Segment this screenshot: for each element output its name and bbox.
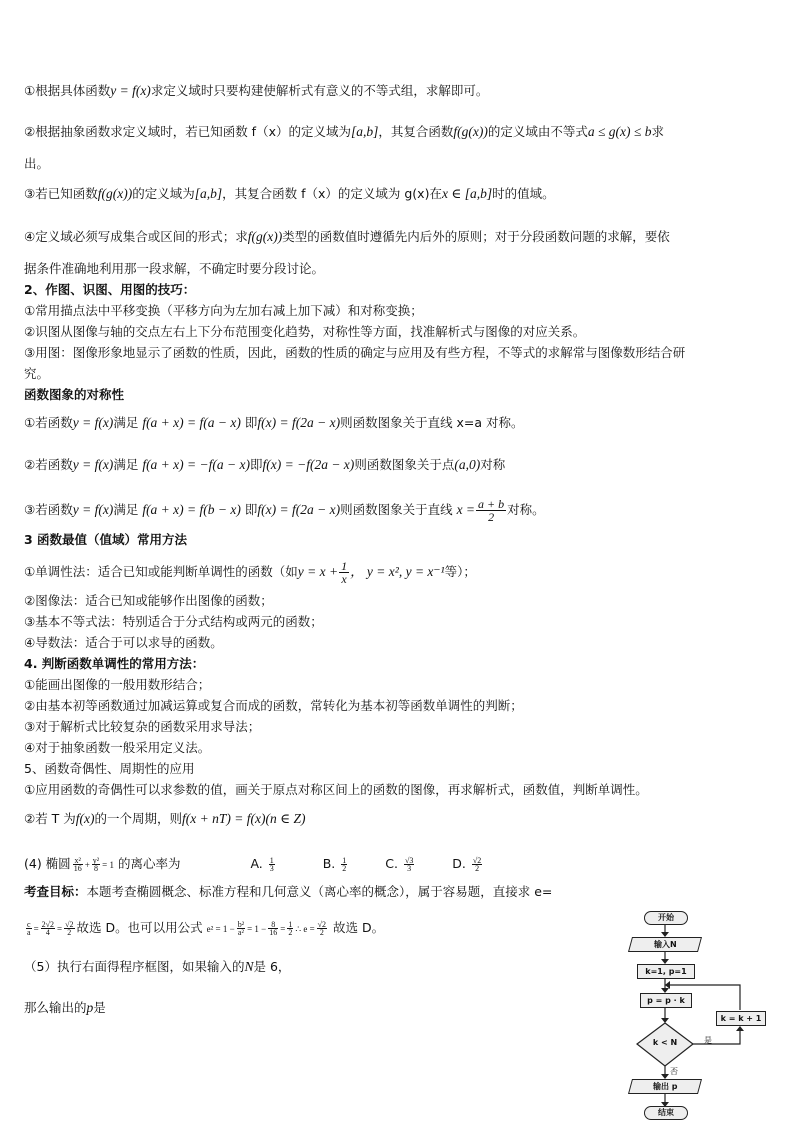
flow-output [628,1079,702,1094]
math-expr: y = f(x) [72,415,114,430]
math-expr: f(a + x) = f(a − x) [142,415,241,430]
math-expr: f(a + x) = f(b − x) [142,502,241,517]
math-var: N [244,959,254,974]
math-expr: [a,b] [194,186,223,201]
denominator: 2 [288,928,293,937]
flow-output-label: 输出 p [652,1082,678,1091]
section-2-item-1: ①常用描点法中平移变换（平移方向为左加右减上加下减）和对称变换； [24,303,423,318]
numerator: a + b [478,497,505,511]
option-label: B. [322,856,336,871]
math-expr: ∴ e = [295,924,315,934]
section-5-item-1: ①应用函数的奇偶性可以求参数的值，画关于原点对称区间上的函数的图像，再求解析式，函数值，判断单调性。 [24,782,648,797]
math-expr: = [57,924,63,934]
text: 是 [93,1000,106,1015]
numerator: 2√2 [41,920,55,929]
text: ④定义域必须写成集合或区间的形式；求 [24,229,248,244]
text: ，其复合函数 [378,124,454,139]
section-4-item-1: ①能画出图像的一般用数形结合； [24,677,211,692]
math-expr: f(x) = f(2a − x) [257,415,341,430]
math-expr: f(a + x) = −f(a − x) [142,457,250,472]
flow-calc: p = p · k [640,993,692,1008]
flow-init: k=1, p=1 [637,964,695,979]
text: ②若 T 为 [24,811,76,826]
text: ①根据具体函数 [24,83,111,98]
denominator: 2 [342,864,347,873]
math-expr: x = [456,502,476,517]
numerator: 1 [269,856,274,865]
math-expr: = 1 − [247,924,267,934]
math-expr: f(x) [75,811,95,826]
denominator: 2 [67,928,72,937]
flow-yes-label: 是 [704,1036,712,1045]
flow-no-label: 否 [670,1067,678,1076]
text: 等）； [444,564,476,579]
text: 的定义域为 [132,186,195,201]
section-heading-3: 3 函数最值（值域）常用方法 [24,532,188,547]
method-3: ③基本不等式法：特别适合于分式结构或两元的函数； [24,614,323,629]
text: 的离心率为 [117,856,181,871]
text: 故选 D。也可以用公式 [76,920,203,935]
denominator: 2 [488,510,495,524]
text: 求 [651,124,664,139]
flow-start: 开始 [644,911,688,925]
section-4-item-3: ③对于解析式比较复杂的函数采用求导法； [24,719,261,734]
numerator: c [27,920,31,929]
text: 对称。 [507,502,545,517]
text: 满足 [113,415,139,430]
math-expr: f(g(x)) [97,186,133,201]
text: 故选 D。 [333,920,385,935]
denominator: 4 [45,928,50,937]
section-4-item-4: ④对于抽象函数一般采用定义法。 [24,740,211,755]
option-label: D. [452,856,466,871]
math-expr: f(g(x)) [453,124,488,139]
math-expr: e² = 1 − [206,924,235,934]
text: ①单调性法：适合已知或能判断单调性的函数（如 [24,564,298,579]
denominator: a² [237,928,244,937]
section-2-item-2: ②识图从图像与轴的交点左右上下分布范围变化趋势，对称性等方面，找准解析式与图像的对应关系。 [24,324,586,339]
flow-input [628,937,702,952]
text: 则函数图象关于直线 x=a 对称。 [340,415,524,430]
text: 即 [249,457,263,472]
text: ，其复合函数 f（x）的定义域为 g(x)在 [222,186,442,201]
math-expr: [a,b] [350,124,379,139]
text: 即 [244,415,258,430]
section-4-item-2: ②由基本初等函数通过加减运算或复合而成的函数，常转化为基本初等函数单调性的判断； [24,698,523,713]
flow-end: 结束 [644,1106,688,1120]
denominator: 8 [93,864,98,873]
math-expr: f(x) = f(2a − x) [257,502,341,517]
option-label: C. [385,856,398,871]
text: 类型的函数值时遵循先内后外的原则；对于分段函数问题的求解，要依 [282,229,670,244]
denominator: 2 [475,864,480,873]
method-4: ④导数法：适合于可以求导的函数。 [24,635,223,650]
text: ①若函数 [24,415,73,430]
numerator: 1 [342,856,347,865]
question-4: (4) 椭圆 $\frac{\text{x²}}{16}$ + $\frac{\text{y²}}{8}$ = 1 的离心率为 A. $\frac{1}{3}$ B. $\frac{1}{2}$ C. $\frac{√3}{3}$ D. $\frac{√2}{2}$ [24,856,484,873]
math-expr: = [33,924,39,934]
math-expr: a ≤ g(x) ≤ b [587,124,652,139]
text: 则函数图象关于点 [354,457,455,472]
numerator: √3 [404,856,414,865]
text: 即 [244,502,258,517]
section-heading-4: 4. 判断函数单调性的常用方法： [24,656,205,671]
math-expr: x ∈ [a,b] [441,186,493,201]
numerator: 8 [268,921,278,929]
text: 满足 [113,502,139,517]
text: 则函数图象关于直线 [340,502,453,517]
numerator: y² [92,856,100,865]
numerator: 1 [288,920,293,929]
denominator: 3 [407,864,412,873]
math-expr: = [280,924,286,934]
math-expr: y = f(x) [72,502,114,517]
denominator: 3 [269,864,274,873]
numerator: 1 [341,559,348,573]
numerator: b² [237,920,245,929]
text: 时的值域。 [492,186,555,201]
text: 是 6， [253,959,291,974]
numerator: √2 [472,856,482,865]
symmetry-heading: 函数图象的对称性 [24,387,125,402]
text: 求定义域时只要构建使解析式有意义的不等式组，求解即可。 [150,83,489,98]
math-expr: y = f(x) [110,83,151,98]
text: ③若函数 [24,502,73,517]
denominator: x [341,572,347,586]
text: 满足 [113,457,139,472]
denominator: 2 [319,928,324,937]
text: ②根据抽象函数求定义域时，若已知函数 f（x）的定义域为 [24,124,351,139]
math-expr: f(x + nT) = f(x)(n ∈ Z) [182,811,306,826]
flow-input-label: 输入N [653,940,677,949]
text: 对称 [480,457,506,472]
option-label: A. [250,856,263,871]
section-heading-2: 2、作图、识图、用图的技巧： [24,282,196,297]
text: ③若已知函数 [24,186,98,201]
section-heading-5: 5、函数奇偶性、周期性的应用 [24,761,195,776]
denominator: a [27,928,31,937]
math-expr: = 1 [102,860,114,870]
flow-increment: k = k + 1 [716,1011,766,1026]
flow-condition: k < N [652,1038,678,1047]
text: 的定义域由不等式 [487,124,588,139]
para-domain-2-cont: 出。 [24,156,50,171]
numerator: √2 [65,920,74,929]
denominator: 16 [73,864,82,873]
text: 的一个周期，则 [94,811,183,826]
text: 本题考查椭圆概念、标准方程和几何意义（离心率的概念），属于容易题，直接求 e= [86,884,553,899]
math-var: p [86,1000,94,1015]
math-expr: f(g(x)) [247,229,283,244]
method-2: ②图像法：适合已知或能够作出图像的函数； [24,593,273,608]
numerator: √2 [317,920,327,929]
numerator: x² [74,856,81,865]
section-2-item-3-cont: 究。 [24,366,50,381]
math-expr: (a,0) [454,457,481,472]
text: ②若函数 [24,457,73,472]
math-expr: y = f(x) [72,457,114,472]
math-expr: ， y = x², y = x⁻¹ [350,564,445,579]
text: (4) 椭圆 [24,856,71,871]
denominator: 16 [269,928,278,937]
goal-label: 考查目标： [24,884,87,899]
math-expr: f(x) = −f(2a − x) [262,457,355,472]
math-expr: y = x + [297,564,339,579]
text: （5）执行右面得程序框图，如果输入的 [24,959,245,974]
text: 那么输出的 [24,1000,87,1015]
para-domain-4-cont: 据条件准确地利用那一段求解，不确定时要分段讨论。 [24,261,325,276]
section-2-item-3: ③用图：图像形象地显示了函数的性质，因此，函数的性质的确定与应用及有些方程，不等式的求解常与图像数形结合研 [24,345,686,360]
